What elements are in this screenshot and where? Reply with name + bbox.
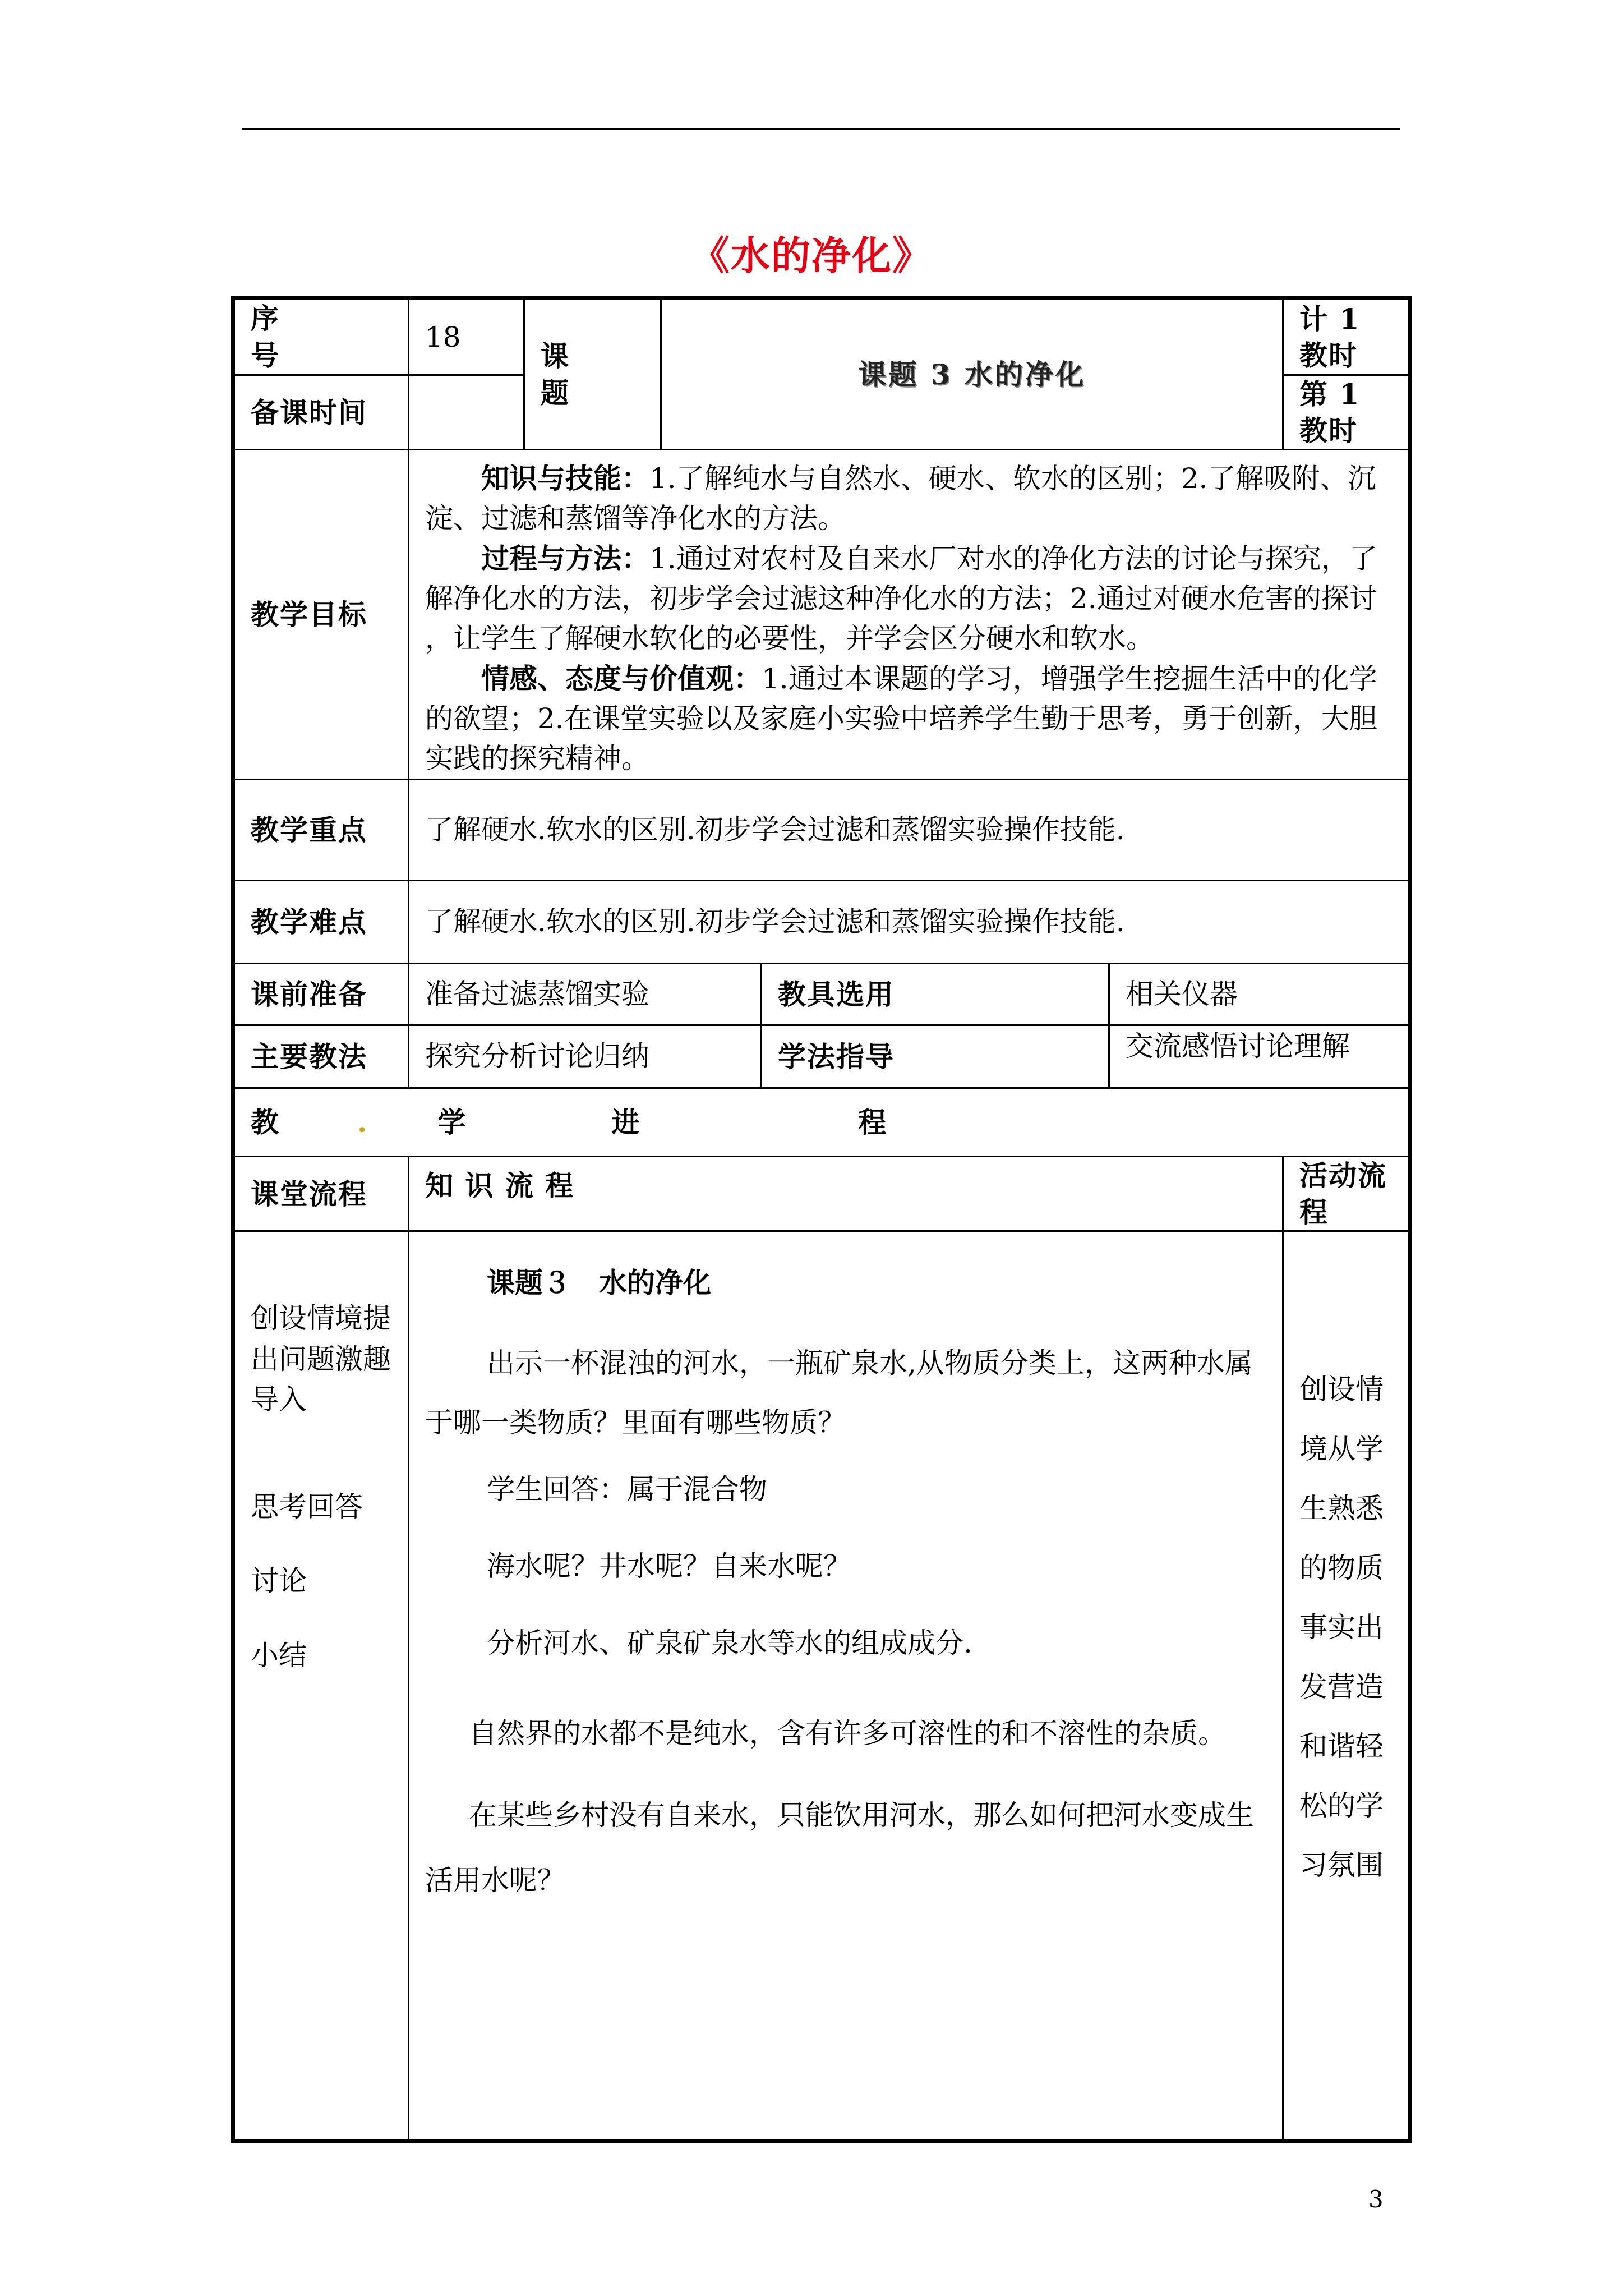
flow-step: 思考回答 (251, 1490, 363, 1523)
objectives-row (233, 450, 1410, 780)
objective-process: 过程与方法：1.通过对农村及自来水厂对水的净化方法的讨论与探究，了解净化水的方法，初步学会过滤这种净化水的方法；2.通过对硬水危害的探讨 ，让学生了解硬水软化的必要性，并学会区分硬水和软水。 (425, 542, 1377, 655)
knowledge-line: 学生回答：属于混合物 (487, 1473, 767, 1506)
content-row (233, 1231, 1410, 2141)
objectives-content (409, 450, 1410, 780)
objective-knowledge: 知识与技能：1.了解纯水与自然水、硬水、软水的区别；2.了解吸附、沉淀、过滤和蒸馏等净化水的方法。 (425, 462, 1376, 535)
knowledge-column-header: 知 识 流 程 (409, 1157, 1283, 1231)
progress-row (233, 1088, 1410, 1157)
flow-step: 讨论 (251, 1565, 307, 1597)
difficulties-value: 了解硬水.软水的区别.初步学会过滤和蒸馏实验操作技能. (409, 881, 1410, 964)
flow-steps (233, 1231, 409, 2141)
course-title: 课题 3 水的净化 (661, 298, 1283, 450)
key-points-label: 教学重点 (233, 780, 409, 881)
key-points-row (233, 780, 1410, 881)
activity-column-header: 活动流程 (1283, 1157, 1410, 1231)
page-number: 3 (1368, 2185, 1384, 2213)
study-guide-value: 交流感悟讨论理解 (1109, 1025, 1410, 1088)
lesson-plan-table (231, 296, 1412, 2143)
header-row-1 (233, 298, 1410, 375)
knowledge-line: 在某些乡村没有自来水，只能饮用河水，那么如何把河水变成生活用水呢？ (425, 1799, 1254, 1897)
flow-step: 小结 (251, 1639, 307, 1672)
key-points-value: 了解硬水.软水的区别.初步学会过滤和蒸馏实验操作技能. (409, 780, 1410, 881)
knowledge-line: 出示一杯混浊的河水，一瓶矿泉水,从物质分类上，这两种水属于哪一类物质？里面有哪些物质？ (425, 1347, 1253, 1439)
session-number: 第 1 教时 (1283, 375, 1410, 450)
objectives-label: 教学目标 (233, 450, 409, 780)
progress-char: 进 (611, 1105, 643, 1139)
methods-value: 探究分析讨论归纳 (409, 1025, 762, 1088)
tools-label: 教具选用 (762, 964, 1109, 1025)
progress-char: 程 (858, 1105, 890, 1139)
knowledge-line: 分析河水、矿泉矿泉水等水的组成成分. (487, 1627, 972, 1659)
prep-time-label: 备课时间 (233, 375, 409, 450)
knowledge-line: 自然界的水都不是纯水，含有许多可溶性的和不溶性的杂质。 (469, 1717, 1226, 1750)
total-hours: 计 1 教时 (1283, 298, 1410, 375)
activity-flow: 创设情境从学生熟悉的物质事实出发营造和谐轻松的学习氛围 (1283, 1231, 1410, 2141)
tools-value: 相关仪器 (1109, 964, 1410, 1025)
objective-emotion: 情感、态度与价值观：1.通过本课题的学习，增强学生挖掘生活中的化学的欲望；2.在课堂实验以及家庭小实验中培养学生勤于思考，勇于创新，大胆实践的探究精神。 (425, 662, 1377, 775)
study-guide-label: 学法指导 (762, 1025, 1109, 1088)
prep-time-value (409, 375, 524, 450)
difficulties-label: 教学难点 (233, 881, 409, 964)
preparation-value: 准备过滤蒸馏实验 (409, 964, 762, 1025)
serial-value: 18 (409, 298, 524, 375)
progress-char: 教 (251, 1105, 282, 1139)
knowledge-line: 海水呢？井水呢？自来水呢？ (487, 1550, 851, 1582)
header-rule (242, 128, 1400, 130)
preparation-label: 课前准备 (233, 964, 409, 1025)
serial-label: 序 号 (233, 298, 409, 375)
flow-column-header: 课堂流程 (233, 1157, 409, 1231)
flow-step: 创设情境提出问题激趣导入 (251, 1302, 391, 1416)
columns-row (233, 1157, 1410, 1231)
knowledge-flow (409, 1231, 1283, 2141)
subject-label: 课 题 (524, 298, 661, 450)
preparation-row (233, 964, 1410, 1025)
progress-char: 学 (437, 1105, 469, 1139)
teaching-progress-heading: 教 . 学 进 程 (233, 1088, 1410, 1157)
methods-label: 主要教法 (233, 1025, 409, 1088)
knowledge-title: 课题３ 水的净化 (487, 1266, 711, 1299)
document-title: 《水的净化》 (690, 232, 933, 279)
methods-row (233, 1025, 1410, 1088)
difficulties-row (233, 881, 1410, 964)
